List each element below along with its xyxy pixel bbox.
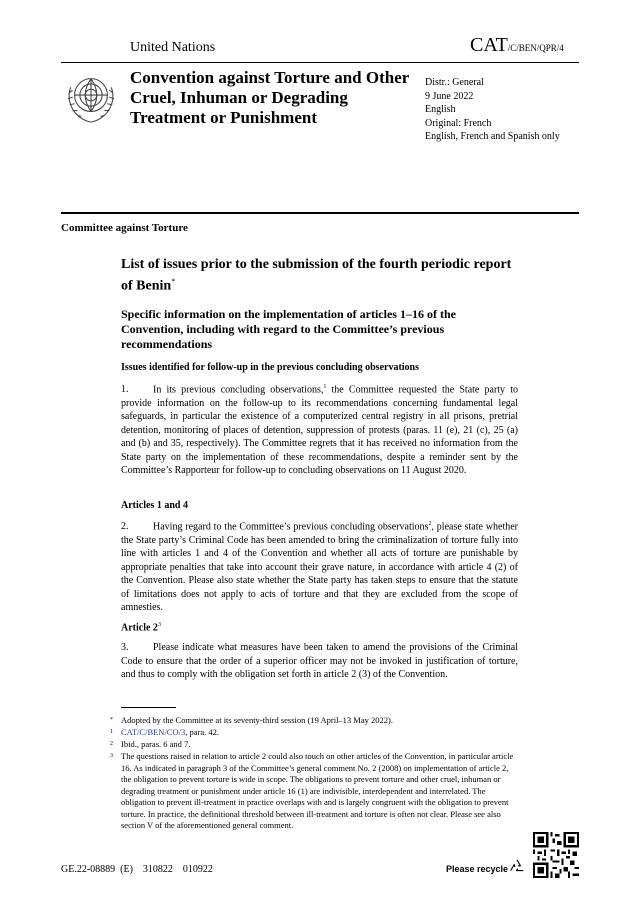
footnote: 2 Ibid., paras. 6 and 7. xyxy=(110,739,191,749)
subsection-heading: Issues identified for follow-up in the previous concluding observations xyxy=(121,362,420,373)
recycle-icon xyxy=(508,858,526,876)
document-symbol xyxy=(470,34,564,57)
header-divider xyxy=(61,62,579,63)
paragraph-number: 1. xyxy=(121,384,129,396)
footnote-mark: 3 xyxy=(110,753,113,759)
footnote-mark: 1 xyxy=(110,729,113,735)
document-job-number: GE.22-08889 (E) 310822 010922 xyxy=(61,864,213,875)
footnote-ref[interactable]: 3 xyxy=(157,622,161,628)
paragraph-number: 3. xyxy=(121,642,129,653)
distr-languages: English, French and Spanish only xyxy=(425,131,560,142)
paragraph-1: 1. In its previous concluding observations,$^1$ the Committee requested the State party to provide information on the follow-up to its recommendations concerning fundamental legal safeguards, in particular the existence of a computerized central registry in all prisons, pretrial detention, monitoring of places of detention, suppression of protests (paras. 11 (e), 21 (c), 25 (a) and (b) and 35, respectively). The Committee regrets that it has received no information from the State party on the implementation of these recommendations, despite a reminder sent by the Committee’s Rapporteur for follow-up to concluding observations on 11 August 2020. xyxy=(121,384,519,477)
paragraph-3: 3. Please indicate what measures have been taken to amend the provisions of the Criminal Code to ensure that the order of a superior officer may not be invoked in justification of torture, and thus to comply with the obligation set forth in article 2 (3) of the Convention. xyxy=(121,642,518,680)
heading-article-2: Article $2^3$ xyxy=(121,622,161,634)
recycle-label: Please recycle xyxy=(446,864,509,874)
heading-articles-1-4: Articles 1 and 4 xyxy=(121,500,188,511)
committee-name: Committee against Torture xyxy=(61,222,188,234)
organization-name: United Nations xyxy=(130,40,216,55)
title-divider xyxy=(61,212,579,214)
distr-language: English xyxy=(425,104,456,115)
paragraph-2: 2. Having regard to the Committee’s previous concluding observations$^2$, please state whether the State party’s Criminal Code has been amended to bring the criminalization of torture fully into line with articles 1 and 4 of the Convention and whether all acts of torture are punishable by appropriate penalties that take into account their grave nature, in accordance with article 4 (2) of the Convention. Please also state whether the State party has taken steps to ensure that the statute of limitations does not apply to acts of torture and that they are excluded from the scope of amnesties. xyxy=(121,521,518,614)
convention-title: Convention against Torture and Other Cruel, Inhuman or Degrading Treatment or Punishment xyxy=(130,68,409,127)
un-emblem-icon xyxy=(62,68,120,126)
distr-date: 9 June 2022 xyxy=(425,90,474,102)
heading-footnote-mark: * xyxy=(171,277,176,286)
section-heading: Specific information on the implementation of articles 1–16 of the Convention, including with regard to the Committee’s previous recommendations xyxy=(121,307,456,351)
paragraph-number: 2. xyxy=(121,521,129,533)
qr-code-icon xyxy=(533,832,579,878)
footnote-ref[interactable]: 1 xyxy=(323,384,327,390)
footnote-mark: 2 xyxy=(110,741,113,747)
footnote: * Adopted by the Committee at its seventy-third session (19 April–13 May 2022). xyxy=(110,715,393,725)
symbol-main: CAT xyxy=(470,34,508,56)
distribution-block xyxy=(425,76,560,144)
footnote: 3 The questions raised in relation to article 2 could also touch on other articles of the Convention, in particular article 16. As indicated in paragraph 3 of the Committee’s general comment No. 2 (2008) on implementation of article 2, the obligation to prevent torture is wide in scope. The obligations to prevent torture and other cruel, inhuman or degrading treatment or punishment under article 16 (1) are indivisible, interdependent and interrelated. The obligation to prevent ill-treatment in practice overlaps with and is largely congruent with the obligation to prevent torture. In practice, the definitional threshold between ill-treatment and torture is often not clear. Please see also section V of the aforementioned general comment. xyxy=(110,751,514,830)
footnote-divider xyxy=(121,707,176,708)
footnote: 1 CAT/C/BEN/CO/3, para. 42. xyxy=(110,727,219,737)
footnote-mark: * xyxy=(110,717,113,723)
footnote-ref[interactable]: 2 xyxy=(428,521,432,527)
distr-original: Original: French xyxy=(425,117,492,129)
distr-line: Distr.: General xyxy=(425,77,484,88)
symbol-sub: /C/BEN/QPR/4 xyxy=(507,43,564,53)
document-link[interactable]: CAT/C/BEN/CO/3 xyxy=(121,727,186,737)
document-heading: List of issues prior to the submission of the fourth periodic report of Benin* xyxy=(121,257,512,294)
